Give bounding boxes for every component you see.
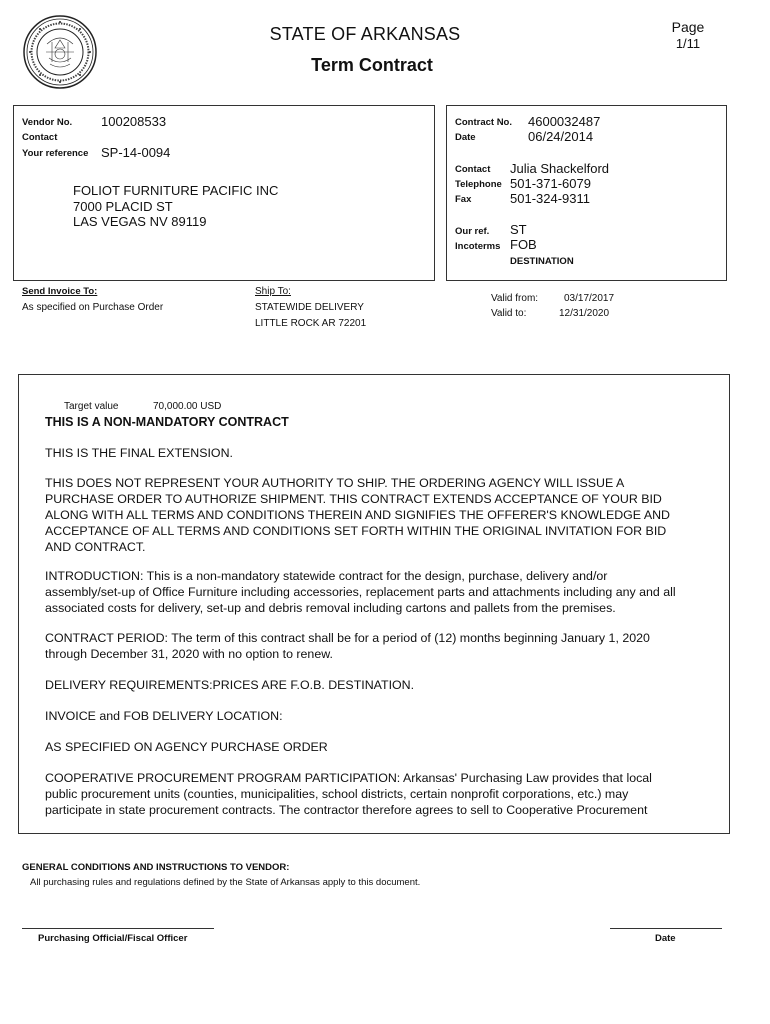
telephone-label: Telephone: [455, 179, 502, 190]
valid-from-label: Valid from:: [491, 293, 539, 304]
paragraph-line: ACCEPTANCE OF ALL TERMS AND CONDITIONS SET FORTH WITHIN THE ORIGINAL INVITATION FOR BID: [45, 524, 667, 538]
paragraph-line: participate in state procurement contracts. The contractor therefore agrees to sell to Cooperative Procurement: [45, 803, 648, 817]
contract-no-label: Contract No.: [455, 117, 512, 128]
contact-person-value: Julia Shackelford: [510, 161, 609, 176]
valid-from-value: 03/17/2017: [564, 293, 615, 304]
paragraph-line: assembly/set-up of Office Furniture including accessories, replacement parts and attachments including any and all: [45, 585, 676, 599]
general-conditions-title: GENERAL CONDITIONS AND INSTRUCTIONS TO VENDOR:: [22, 862, 290, 873]
target-value-amount: 70,000.00 USD: [153, 401, 222, 412]
as-specified-text: AS SPECIFIED ON AGENCY PURCHASE ORDER: [45, 740, 328, 754]
fax-label: Fax: [455, 194, 472, 205]
introduction-paragraph: [45, 568, 695, 616]
document-title: Term Contract: [311, 55, 433, 75]
contact-label: Contact: [22, 132, 58, 143]
page-label: Page: [671, 19, 705, 35]
valid-to-label: Valid to:: [491, 308, 527, 319]
your-reference-label: Your reference: [22, 148, 89, 159]
official-signature-label: Purchasing Official/Fiscal Officer: [38, 933, 188, 944]
incoterms-detail: DESTINATION: [510, 256, 574, 267]
paragraph-line: associated costs for delivery, set-up and debris removal including cartons and pallets from the premises.: [45, 601, 616, 615]
telephone-value: 501-371-6079: [510, 176, 591, 191]
contract-no-value: 4600032487: [528, 114, 601, 129]
paragraph-line: COOPERATIVE PROCUREMENT PROGRAM PARTICIPATION: Arkansas' Purchasing Law provides that local: [45, 771, 652, 785]
date-value: 06/24/2014: [528, 129, 594, 144]
incoterms-value: FOB: [510, 237, 537, 252]
state-title: STATE OF ARKANSAS: [269, 24, 461, 44]
general-conditions-text: All purchasing rules and regulations defined by the State of Arkansas apply to this document.: [30, 877, 421, 888]
authority-paragraph: [45, 475, 695, 555]
paragraph-line: AND CONTRACT.: [45, 540, 146, 554]
incoterms-label: Incoterms: [455, 241, 501, 252]
page-number: 1/11: [675, 36, 701, 51]
vendor-name: FOLIOT FURNITURE PACIFIC INC: [73, 183, 279, 198]
cooperative-paragraph: [45, 770, 695, 818]
fax-value: 501-324-9311: [510, 191, 590, 206]
our-ref-label: Our ref.: [455, 226, 490, 237]
your-reference-value: SP-14-0094: [101, 145, 171, 160]
ship-to-line2: LITTLE ROCK AR 72201: [255, 318, 367, 329]
date-signature-label: Date: [655, 933, 676, 944]
vendor-address-line2: LAS VEGAS NV 89119: [73, 214, 207, 229]
paragraph-line: PURCHASE ORDER TO AUTHORIZE SHIPMENT. THIS CONTRACT EXTENDS ACCEPTANCE OF YOUR BID: [45, 492, 662, 506]
date-signature-line: [610, 928, 722, 929]
delivery-requirements-text: DELIVERY REQUIREMENTS:PRICES ARE F.O.B. DESTINATION.: [45, 678, 415, 692]
final-extension-text: THIS IS THE FINAL EXTENSION.: [45, 446, 233, 460]
invoice-fob-text: INVOICE and FOB DELIVERY LOCATION:: [45, 709, 283, 723]
ship-to-label: Ship To:: [255, 286, 291, 297]
vendor-address-line1: 7000 PLACID ST: [73, 199, 173, 214]
send-invoice-value: As specified on Purchase Order: [22, 302, 164, 313]
valid-to-value: 12/31/2020: [559, 308, 610, 319]
ship-to-line1: STATEWIDE DELIVERY: [255, 302, 364, 313]
contract-period-paragraph: [45, 630, 695, 662]
paragraph-line: ALONG WITH ALL TERMS AND CONDITIONS THEREIN AND SIGNIFIES THE OFFERER'S KNOWLEDGE AND: [45, 508, 670, 522]
non-mandatory-heading: THIS IS A NON-MANDATORY CONTRACT: [45, 415, 289, 429]
vendor-no-value: 100208533: [101, 114, 167, 129]
official-signature-line: [22, 928, 214, 929]
paragraph-line: CONTRACT PERIOD: The term of this contract shall be for a period of (12) months beginning January 1, 2020: [45, 631, 650, 645]
paragraph-line: public procurement units (counties, municipalities, school districts, certain nonprofit corporations, etc.) may: [45, 787, 629, 801]
paragraph-line: INTRODUCTION: This is a non-mandatory statewide contract for the design, purchase, delivery and/or: [45, 569, 608, 583]
paragraph-line: THIS DOES NOT REPRESENT YOUR AUTHORITY TO SHIP. THE ORDERING AGENCY WILL ISSUE A: [45, 476, 625, 490]
send-invoice-label: Send Invoice To:: [22, 286, 98, 297]
vendor-no-label: Vendor No.: [22, 117, 73, 128]
target-value-label: Target value: [64, 401, 119, 412]
date-label: Date: [455, 132, 476, 143]
paragraph-line: through December 31, 2020 with no option to renew.: [45, 647, 333, 661]
our-ref-value: ST: [510, 222, 527, 237]
contact-person-label: Contact: [455, 164, 491, 175]
